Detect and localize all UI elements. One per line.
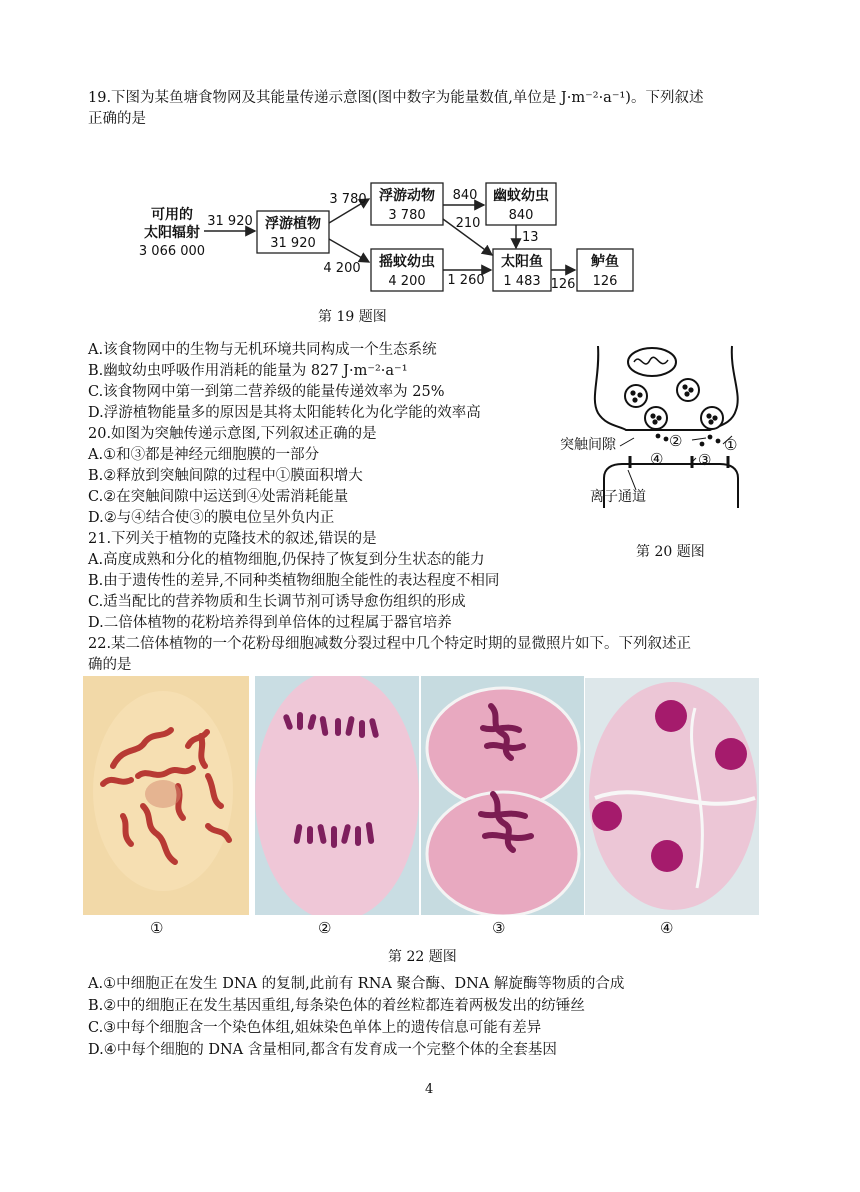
label-ion-channel: 离子通道 — [590, 489, 646, 505]
synaptic-vesicles — [625, 379, 723, 429]
q20-figure-caption: 第 20 题图 — [636, 544, 705, 560]
photo-label-2: ② — [318, 919, 332, 937]
q19-option-a: A.该食物网中的生物与无机环境共同构成一个生态系统 — [88, 342, 437, 358]
source-label-2: 太阳辐射 — [144, 225, 200, 241]
zoo-value: 3 780 — [388, 208, 426, 223]
q22-option-b: B.②中的细胞正在发生基因重组,每条染色体的着丝粒都连着两极发出的纺锤丝 — [88, 998, 585, 1014]
page-number: 4 — [425, 1082, 434, 1097]
label-to-chiro: 4 200 — [323, 261, 361, 276]
zoo-name: 浮游动物 — [379, 188, 435, 204]
q21-stem: 21.下列关于植物的克隆技术的叙述,错误的是 — [88, 531, 377, 547]
phantom-name: 幽蚊幼虫 — [493, 188, 549, 204]
q19-figure-caption: 第 19 题图 — [318, 309, 387, 325]
sunfish-name: 太阳鱼 — [501, 254, 543, 270]
photo-label-1: ① — [150, 919, 164, 937]
label-n2: ② — [669, 432, 683, 450]
q22-figure-caption: 第 22 题图 — [388, 949, 457, 965]
q21-option-d: D.二倍体植物的花粉培养得到单倍体的过程属于器官培养 — [88, 615, 452, 631]
micrograph-4 — [585, 678, 759, 915]
q20-option-d: D.②与④结合使③的膜电位呈外负内正 — [88, 510, 335, 526]
photo-label-3: ③ — [492, 919, 506, 937]
food-web-diagram — [120, 175, 660, 300]
label-zoo-sunfish: 210 — [455, 216, 481, 231]
chiro-name: 摇蚊幼虫 — [379, 254, 435, 270]
label-n1: ① — [724, 436, 738, 454]
label-n4: ④ — [650, 450, 664, 468]
q19-option-c: C.该食物网中第一到第二营养级的能量传递效率为 25% — [88, 384, 445, 400]
sunfish-value: 1 483 — [503, 274, 541, 289]
label-to-zoo: 3 780 — [329, 192, 367, 207]
chiro-value: 4 200 — [388, 274, 426, 289]
q21-option-a: A.高度成熟和分化的植物细胞,仍保持了恢复到分生状态的能力 — [88, 552, 485, 568]
source-value: 3 066 000 — [138, 244, 206, 259]
arrow-phyto-chiro — [329, 239, 369, 262]
synapse-diagram — [560, 338, 770, 533]
bass-value: 126 — [592, 274, 618, 289]
label-to-phantom: 840 — [452, 188, 478, 203]
q20-stem: 20.如图为突触传递示意图,下列叙述正确的是 — [88, 426, 377, 442]
label-n3: ③ — [698, 451, 712, 469]
micrograph-1 — [83, 676, 249, 915]
source-label-1: 可用的 — [151, 207, 193, 223]
q19-stem-line2: 正确的是 — [88, 111, 146, 127]
q22-option-c: C.③中每个细胞含一个染色体组,姐妹染色单体上的遗传信息可能有差异 — [88, 1020, 542, 1036]
label-synaptic-cleft: 突触间隙 — [560, 437, 616, 453]
phantom-value: 840 — [508, 208, 534, 223]
q22-option-a: A.①中细胞正在发生 DNA 的复制,此前有 RNA 聚合酶、DNA 解旋酶等物质的合成 — [88, 976, 625, 992]
q19-option-b: B.幽蚊幼虫呼吸作用消耗的能量为 827 J·m⁻²·a⁻¹ — [88, 363, 408, 379]
q22-option-d: D.④中每个细胞的 DNA 含量相同,都含有发育成一个完整个体的全套基因 — [88, 1042, 557, 1058]
receptors — [630, 456, 728, 468]
micrograph-2 — [255, 676, 419, 915]
label-to-phyto: 31 920 — [207, 214, 253, 229]
bass-name: 鲈鱼 — [591, 254, 619, 270]
label-chiro-sunfish: 1 260 — [447, 273, 485, 288]
mitochondrion — [628, 348, 676, 376]
label-phantom-sunfish: 13 — [522, 230, 539, 245]
q20-option-a: A.①和③都是神经元细胞膜的一部分 — [88, 447, 320, 463]
q19-stem-line1: 19.下图为某鱼塘食物网及其能量传递示意图(图中数字为能量数值,单位是 J·m⁻²·a⁻¹)。下列叙述 — [88, 90, 704, 106]
q22-stem-line2: 确的是 — [88, 657, 132, 673]
micrograph-3 — [421, 676, 584, 915]
q20-option-b: B.②释放到突触间隙的过程中①膜面积增大 — [88, 468, 363, 484]
q19-option-d: D.浮游植物能量多的原因是其将太阳能转化为化学能的效率高 — [88, 405, 481, 421]
q20-option-c: C.②在突触间隙中运送到④处需消耗能量 — [88, 489, 349, 505]
photo-label-4: ④ — [660, 919, 674, 937]
q22-stem-line1: 22.某二倍体植物的一个花粉母细胞减数分裂过程中几个特定时期的显微照片如下。下列叙述正 — [88, 636, 692, 652]
q21-option-b: B.由于遗传性的差异,不同种类植物细胞全能性的表达程度不相同 — [88, 573, 500, 589]
phyto-name: 浮游植物 — [265, 216, 321, 232]
phyto-value: 31 920 — [270, 236, 316, 251]
label-sunfish-bass: 126 — [550, 277, 576, 292]
q21-option-c: C.适当配比的营养物质和生长调节剂可诱导愈伤组织的形成 — [88, 594, 466, 610]
